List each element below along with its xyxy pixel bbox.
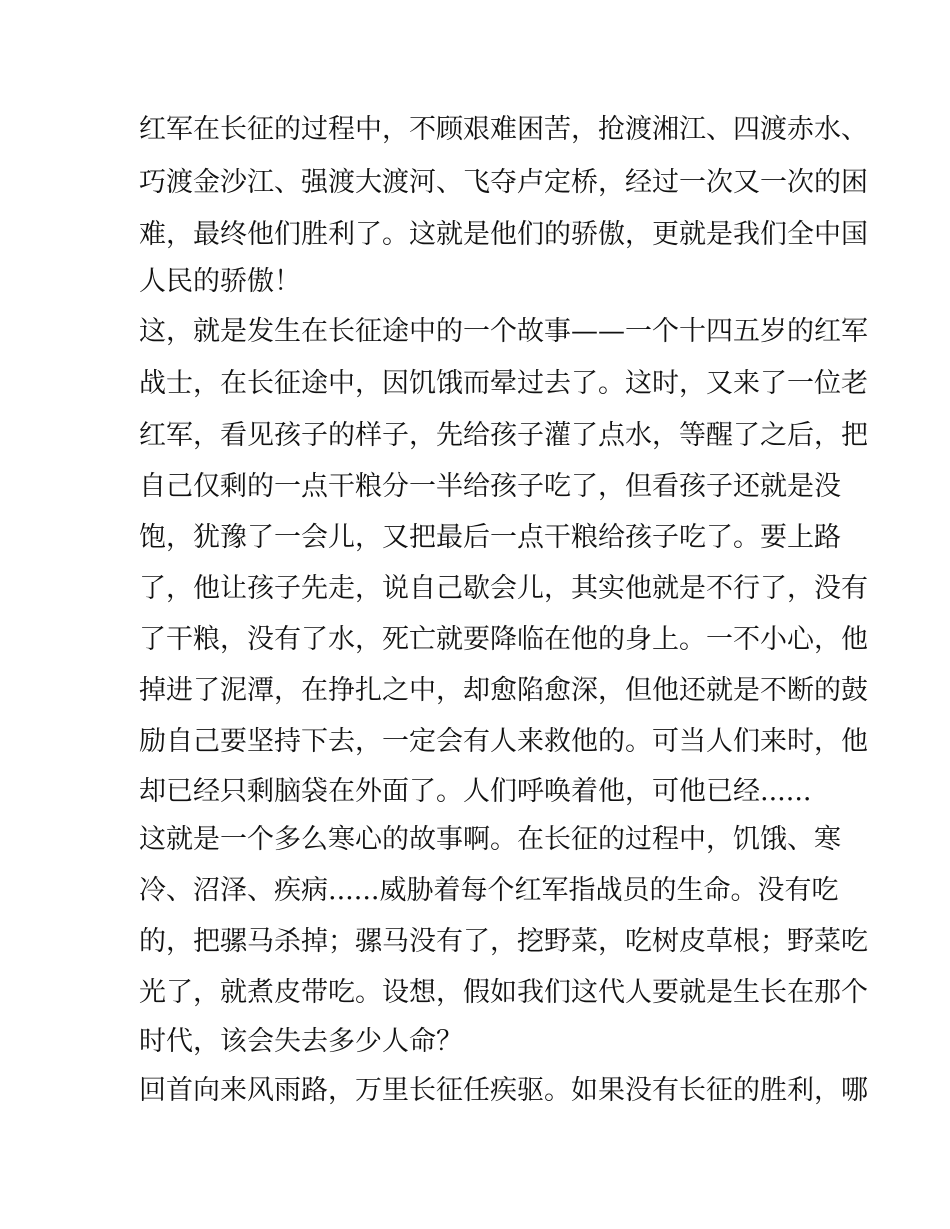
text-line: 光了，就煮皮带吃。设想，假如我们这代人要就是生长在那个: [139, 977, 868, 1008]
text-line: 时代，该会失去多少人命？: [139, 1026, 463, 1057]
text-line: 却已经只剩脑袋在外面了。人们呼唤着他，可他已经......: [139, 776, 812, 807]
text-line: 难，最终他们胜利了。这就是他们的骄傲，更就是我们全中国: [139, 219, 868, 250]
text-line: 回首向来风雨路，万里长征任疾驱。如果没有长征的胜利，哪: [139, 1075, 868, 1106]
text-line: 红军，看见孩子的样子，先给孩子灌了点水，等醒了之后，把: [139, 420, 868, 451]
text-line: 的，把骡马杀掉；骡马没有了，挖野菜，吃树皮草根；野菜吃: [139, 926, 868, 957]
text-line: 励自己要坚持下去，一定会有人来救他的。可当人们来时，他: [139, 726, 868, 757]
text-line: 人民的骄傲！: [139, 266, 301, 297]
text-line: 这就是一个多么寒心的故事啊。在长征的过程中，饥饿、寒: [139, 824, 841, 855]
text-line: 红军在长征的过程中，不顾艰难困苦，抢渡湘江、四渡赤水、: [139, 114, 868, 145]
text-line: 巧渡金沙江、强渡大渡河、飞夺卢定桥，经过一次又一次的困: [139, 167, 868, 198]
text-line: 这，就是发生在长征途中的一个故事——一个十四五岁的红军: [139, 316, 868, 347]
text-line: 自己仅剩的一点干粮分一半给孩子吃了，但看孩子还就是没: [139, 471, 841, 502]
text-line: 饱，犹豫了一会儿，又把最后一点干粮给孩子吃了。要上路: [139, 522, 841, 553]
text-line: 了干粮，没有了水，死亡就要降临在他的身上。一不小心，他: [139, 624, 868, 655]
text-line: 掉进了泥潭，在挣扎之中，却愈陷愈深，但他还就是不断的鼓: [139, 675, 868, 706]
text-line: 战士，在长征途中，因饥饿而晕过去了。这时，又来了一位老: [139, 368, 868, 399]
text-line: 了，他让孩子先走，说自己歇会儿，其实他就是不行了，没有: [139, 573, 868, 604]
text-line: 冷、沼泽、疾病......威胁着每个红军指战员的生命。没有吃: [139, 875, 839, 906]
